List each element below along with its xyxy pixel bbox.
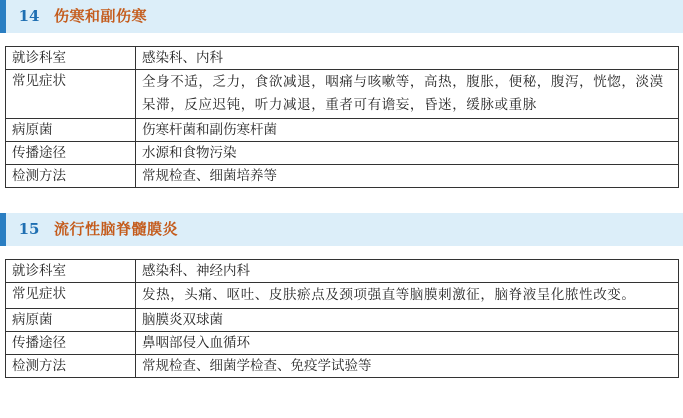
row-label: 就诊科室	[6, 47, 136, 70]
section-number: 14	[0, 0, 48, 33]
row-value: 水源和食物污染	[136, 142, 679, 165]
section-header-15	[0, 213, 683, 246]
row-value: 感染科、内科	[136, 47, 679, 70]
row-value: 常规检查、细菌学检查、免疫学试验等	[136, 355, 679, 378]
section-title: 伤寒和副伤寒	[54, 7, 148, 25]
section-title: 流行性脑脊髓膜炎	[54, 220, 179, 238]
row-label: 常见症状	[6, 283, 136, 309]
row-value: 感染科、神经内科	[136, 260, 679, 283]
row-label: 病原菌	[6, 309, 136, 332]
row-value: 常规检查、细菌培养等	[136, 165, 679, 188]
table-row	[6, 332, 679, 355]
table-row	[6, 47, 679, 70]
row-label: 病原菌	[6, 119, 136, 142]
disease-table-15	[5, 259, 679, 378]
table-row	[6, 119, 679, 142]
table-row	[6, 260, 679, 283]
row-label: 就诊科室	[6, 260, 136, 283]
disease-table-14	[5, 46, 679, 188]
section-header-14	[0, 0, 683, 33]
row-value: 伤寒杆菌和副伤寒杆菌	[136, 119, 679, 142]
row-value: 脑膜炎双球菌	[136, 309, 679, 332]
row-value: 发热，头痛、呕吐、皮肤瘀点及颈项强直等脑膜刺激征，脑脊液呈化脓性改变。	[136, 283, 679, 309]
row-label: 传播途径	[6, 142, 136, 165]
row-label: 传播途径	[6, 332, 136, 355]
row-label: 常见症状	[6, 70, 136, 119]
table-row	[6, 355, 679, 378]
table-row	[6, 165, 679, 188]
table-row	[6, 142, 679, 165]
table-row	[6, 70, 679, 119]
table-row	[6, 309, 679, 332]
row-value: 鼻咽部侵入血循环	[136, 332, 679, 355]
row-label: 检测方法	[6, 165, 136, 188]
row-label: 检测方法	[6, 355, 136, 378]
row-value: 全身不适，乏力，食欲减退，咽痛与咳嗽等，高热，腹胀，便秘，腹泻，恍惚，淡漠呆滞，反应迟钝，听力减退，重者可有谵妄，昏迷，缓脉或重脉	[136, 70, 679, 119]
table-row	[6, 283, 679, 309]
section-number: 15	[0, 213, 48, 246]
